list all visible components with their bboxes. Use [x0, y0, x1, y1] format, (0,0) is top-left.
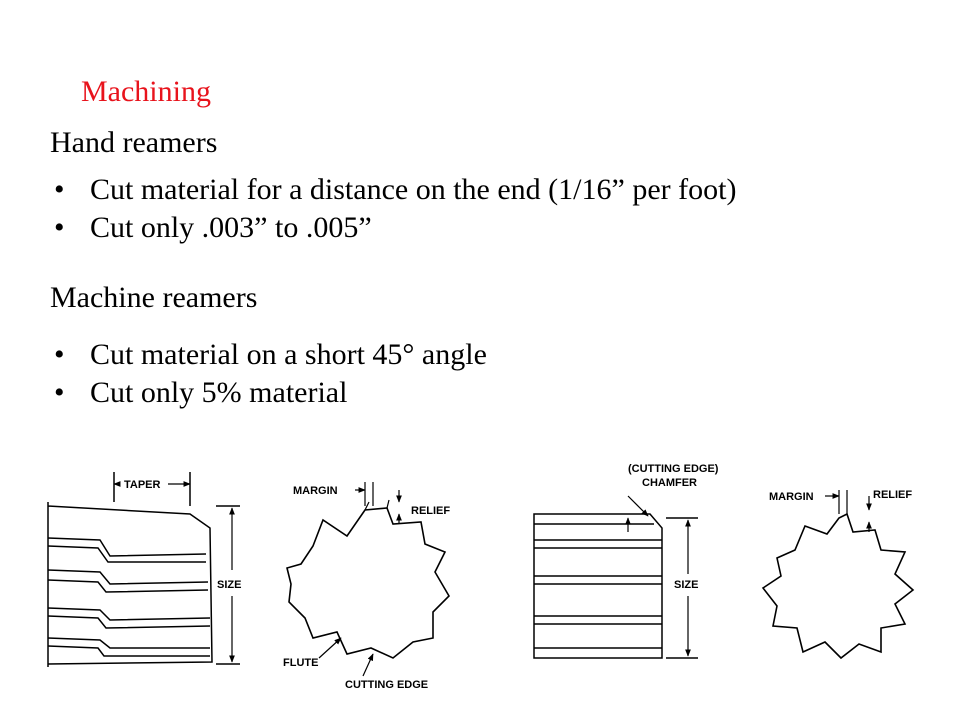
cutting-edge-label: CUTTING EDGE — [345, 679, 429, 691]
relief-label: RELIEF — [411, 505, 451, 517]
hand-reamers-list — [50, 171, 736, 247]
flute-label: FLUTE — [283, 657, 319, 669]
machine-reamer-side-diagram — [520, 458, 750, 668]
bullet-icon: • — [54, 338, 65, 371]
margin-label: MARGIN — [769, 491, 814, 503]
bullet-icon: • — [54, 376, 65, 409]
taper-label: TAPER — [124, 479, 161, 491]
machine-reamer-end-diagram — [755, 480, 945, 680]
bullet-icon: • — [54, 211, 65, 244]
hand-reamers-heading: Hand reamers — [50, 126, 218, 159]
machine-reamers-heading: Machine reamers — [50, 281, 258, 314]
size-label: SIZE — [674, 579, 699, 591]
hand-reamer-side-diagram — [40, 462, 260, 677]
hand-reamer-end-diagram — [275, 462, 475, 692]
chamfer-label-line1: (CUTTING EDGE) — [628, 463, 719, 475]
page-title: Machining — [81, 75, 211, 108]
chamfer-label-line2: CHAMFER — [642, 477, 697, 489]
list-item: • Cut only 5% material — [50, 374, 487, 412]
machine-reamer-profile — [763, 514, 913, 658]
list-item: • Cut only .003” to .005” — [50, 209, 736, 247]
bullet-icon: • — [54, 173, 65, 206]
margin-label: MARGIN — [293, 485, 338, 497]
list-item: • Cut material on a short 45° angle — [50, 336, 487, 374]
machine-reamers-list — [50, 336, 487, 412]
size-label: SIZE — [217, 579, 242, 591]
relief-label: RELIEF — [873, 489, 913, 501]
hand-reamer-profile — [287, 508, 449, 658]
list-item: • Cut material for a distance on the end (1/16” per foot) — [50, 171, 736, 209]
